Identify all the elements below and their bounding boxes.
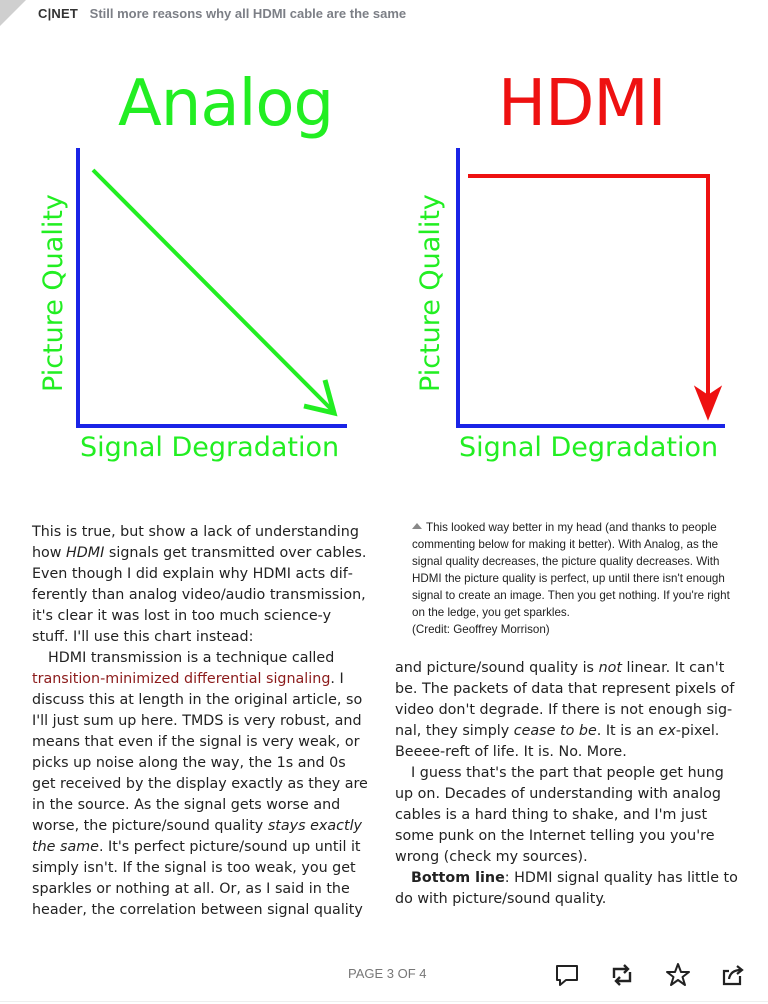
hdmi-chart <box>440 140 740 440</box>
star-icon[interactable] <box>665 962 691 988</box>
paragraph-5: Bottom line: HDMI signal quality has little to do with picture/sound quality. <box>395 870 738 907</box>
hdmi-series-line <box>468 176 708 402</box>
paragraph-3: and picture/sound quality is not linear. It can't be. The packets of data that represent pixels of video don't degrade. If there is not enough signal, they simply cease to be. It is an ex-pixel. Beeee-reft of life. It is. No. More. <box>395 660 735 760</box>
share-icon[interactable] <box>721 962 747 988</box>
paragraph-2: HDMI transmission is a technique called transition-minimized differential signaling. I discuss this at length in the original article, so I'll just sum up here. TMDS is very robust, and means that even if the signal is very weak, or picks up noise along the way, the 1s and 0s get received by the display exactly as they are in the source. As the signal gets worse and worse, the picture/sound quality stays exactly the same. It's perfect picture/sound up until it simply isn't. If the signal is too weak, you get sparkles or nothing at all. Or, as I said in the header, the correlation between signal quality <box>32 650 368 918</box>
analog-x-axis-label: Signal Degradation <box>80 432 340 463</box>
article-column-left <box>32 522 372 921</box>
footer-divider <box>0 1001 768 1002</box>
app-header <box>38 5 406 23</box>
brand-logo[interactable]: C|NET <box>38 6 79 21</box>
retweet-icon[interactable] <box>609 962 635 988</box>
comment-icon[interactable] <box>554 962 580 988</box>
analog-chart-title: Analog <box>118 67 334 141</box>
page-indicator: PAGE 3 OF 4 <box>348 966 427 981</box>
caption-credit: (Credit: Geoffrey Morrison) <box>412 623 550 636</box>
hdmi-y-axis-label: Picture Quality <box>415 194 446 392</box>
tmds-link[interactable]: transition-minimized differential signaling <box>32 671 331 687</box>
caption-text: This looked way better in my head (and thanks to people commenting below for making it better). With Analog, as the signal quality decreases, the picture quality decreases. With HDMI the picture quality is perfect, up until there isn't enough signal to create an image. Then you get nothing. If you're right on the ledge, you get sparkles. <box>412 521 730 619</box>
hdmi-chart-title: HDMI <box>498 67 666 141</box>
analog-chart <box>60 140 360 440</box>
page-corner-fold[interactable] <box>0 0 26 26</box>
article-title: Still more reasons why all HDMI cable are the same <box>89 6 407 21</box>
caret-up-icon <box>412 523 422 529</box>
analog-y-axis-label: Picture Quality <box>38 194 69 392</box>
analog-series-line <box>93 170 332 410</box>
chart-caption <box>412 519 742 638</box>
article-column-right <box>395 658 740 910</box>
paragraph-4: I guess that's the part that people get hung up on. Decades of understanding with analog cables is a hard thing to shake, and I'm just some punk on the Internet telling you you're wrong (check my sources). <box>395 765 724 865</box>
paragraph-1: This is true, but show a lack of understanding how HDMI signals get transmitted over cables. Even though I did explain why HDMI acts differently than analog video/audio transmission, it's clear it was lost in too much science-y stuff. I'll use this chart instead: <box>32 524 367 645</box>
hdmi-x-axis-label: Signal Degradation <box>459 432 719 463</box>
